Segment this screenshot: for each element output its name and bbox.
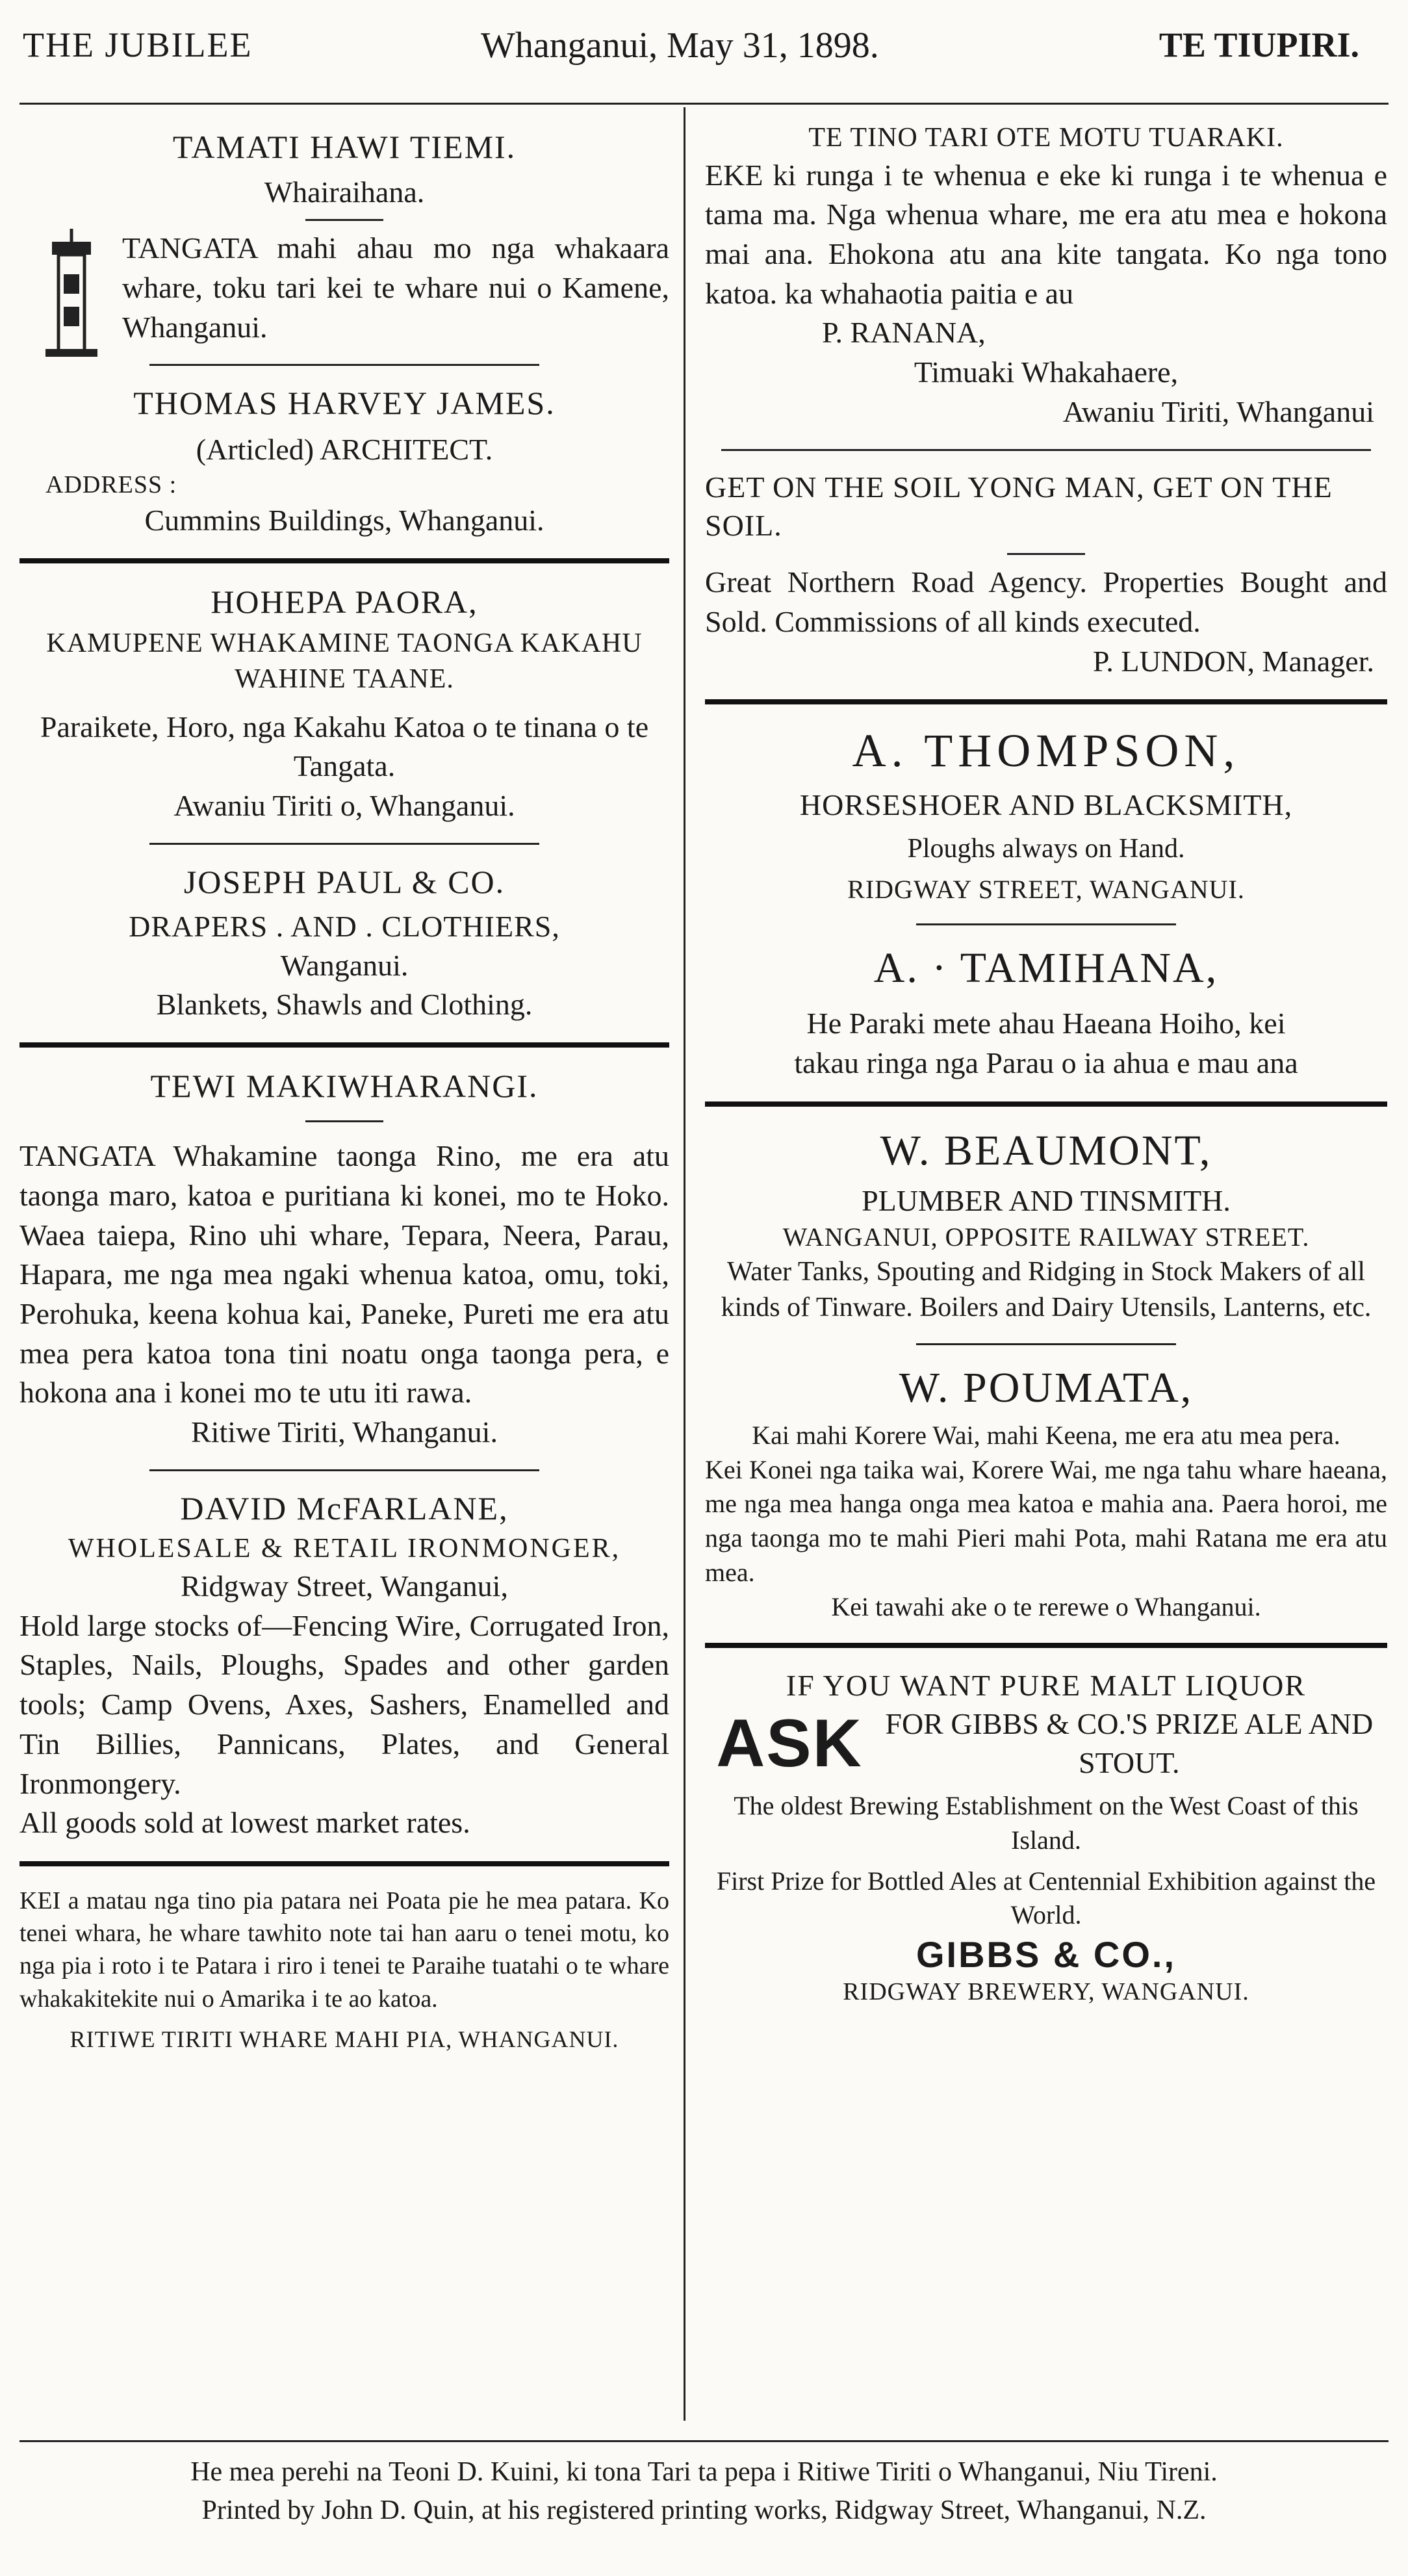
ad-line: WHOLESALE & RETAIL IRONMONGER, xyxy=(68,1534,621,1564)
ad-address-label: ADDRESS : xyxy=(45,470,177,498)
top-rule xyxy=(19,103,1389,105)
ad-line: Blankets, Shawls and Clothing. xyxy=(156,987,533,1021)
ad-address: RIDGWAY BREWERY, WANGANUI. xyxy=(843,1978,1249,2006)
left-column xyxy=(19,107,669,2054)
separator xyxy=(149,843,539,845)
ad-signature: Awaniu Tiriti, Whanganui xyxy=(1062,394,1374,428)
ad-great-northern xyxy=(705,468,1387,682)
ad-line: Ridgway Street, Wanganui, xyxy=(181,1569,508,1603)
separator xyxy=(721,449,1371,451)
ad-title: W. BEAUMONT, xyxy=(880,1126,1212,1174)
ad-address: WANGANUI, OPPOSITE RAILWAY STREET. xyxy=(782,1222,1310,1252)
ad-line: FOR GIBBS & CO.'S PRIZE ALE AND STOUT. xyxy=(885,1707,1374,1780)
ad-line: First Prize for Bottled Ales at Centennial Exhibition against the World. xyxy=(716,1866,1376,1930)
ad-line: WAHINE TAANE. xyxy=(235,664,454,695)
ad-w-beaumont xyxy=(705,1125,1387,1326)
dash-rule xyxy=(305,1120,383,1122)
ad-body: KEI a matau nga tino pia patara nei Poata pie he mea patara. Ko tenei whara, he whare tawhito note tai han aaru o tenei motu, ko nga pia i roto i te Patara i riro i tenei te Paraihe tuatahi o te whare whakakitekite nui o Amarika i te ao katoa. xyxy=(19,1887,669,2013)
ad-title: W. POUMATA, xyxy=(899,1363,1194,1411)
ad-title: TEWI MAKIWHARANGI. xyxy=(150,1067,539,1104)
ad-tewi-makiwharangi xyxy=(19,1066,669,1452)
footer-line-maori: He mea perehi na Teoni D. Kuini, ki tona Tari ta pepa i Ritiwe Tiriti o Whanganui, Niu Tireni. xyxy=(190,2457,1218,2487)
ad-line: The oldest Brewing Establishment on the West Coast of this Island. xyxy=(734,1791,1359,1855)
ask-wordmark: ASK xyxy=(716,1705,863,1781)
ad-line: Paraikete, Horo, nga Kakahu Katoa o te tinana o te Tangata. xyxy=(40,710,649,783)
ad-signature: Timuaki Whakahaere, xyxy=(914,355,1179,389)
ad-line: KAMUPENE WHAKAMINE TAONGA KAKAHU xyxy=(46,628,643,659)
ad-address: Cummins Buildings, Whanganui. xyxy=(144,504,544,537)
ad-body: TANGATA Whakamine taonga Rino, me era atu taonga maro, katoa e puritiana ki konei, mo te Hoko. Waea taiepa, Rino uhi whare, Tepara, Neera, Parau, Hapara, me nga mea ngaki whenua katoa, omu, toki, Perohuka, keena kohua kai, Paneke, Pureti me era atu mea pera katoa tona tini noatu onga taonga pera, e hokona ana i konei mo te utu iti rawa. xyxy=(19,1139,669,1410)
right-column xyxy=(705,107,1387,2009)
separator xyxy=(916,923,1176,925)
ad-title: GIBBS & CO., xyxy=(915,1934,1177,1976)
separator xyxy=(149,364,539,366)
ad-line: Wanganui. xyxy=(280,949,409,983)
ad-w-poumata xyxy=(705,1362,1387,1625)
masthead-left: THE JUBILEE xyxy=(23,25,253,64)
dash-rule xyxy=(305,219,383,221)
ad-body: He Paraki mete ahau Haeana Hoiho, kei takau ringa nga Parau o ia ahua e mau ana xyxy=(794,1007,1298,1080)
column-divider xyxy=(684,107,685,2421)
ad-joseph-paul xyxy=(19,862,669,1024)
dash-rule xyxy=(1007,553,1085,555)
separator xyxy=(149,1469,539,1471)
ad-line: Ploughs always on Hand. xyxy=(907,833,1185,864)
separator-thick xyxy=(19,1042,669,1048)
separator-thick xyxy=(705,699,1387,704)
ad-title: A. · TAMIHANA, xyxy=(873,944,1219,992)
footer-rule xyxy=(19,2440,1389,2442)
ad-trade: PLUMBER AND TINSMITH. xyxy=(862,1183,1231,1217)
footer-line-english: Printed by John D. Quin, at his registered printing works, Ridgway Street, Whanganui, N.Z. xyxy=(201,2495,1207,2525)
ad-title: JOSEPH PAUL & CO. xyxy=(183,863,506,900)
ad-hohepa-paora xyxy=(19,582,669,826)
ad-brewery-maori xyxy=(19,1885,669,2054)
ad-tamati-hawi-tiemi xyxy=(19,107,669,347)
ad-body-wrap xyxy=(19,229,669,347)
ad-footer: RITIWE TIRITI WHARE MAHI PIA, WHANGANUI. xyxy=(70,2026,619,2052)
ad-david-mcfarlane xyxy=(19,1488,669,1843)
ad-trade: Whairaihana. xyxy=(264,175,425,209)
ad-body: Water Tanks, Spouting and Ridging in Stock Makers of all kinds of Tinware. Boilers and Dairy Utensils, Lanterns, etc. xyxy=(721,1256,1372,1323)
ad-trade: HORSESHOER AND BLACKSMITH, xyxy=(799,788,1293,821)
ask-row xyxy=(705,1705,1387,1783)
separator-thick xyxy=(19,1861,669,1866)
ad-body: TANGATA mahi ahau mo nga whakaara whare, toku tari kei te whare nui o Kamene, Whanganui. xyxy=(122,231,669,344)
ad-line: Kai mahi Korere Wai, mahi Keena, me era atu mea pera. xyxy=(752,1420,1340,1450)
ad-trade: (Articled) ARCHITECT. xyxy=(196,432,493,466)
ad-thomas-harvey-james xyxy=(19,383,669,539)
ad-line: Kei tawahi ake o te rerewe o Whanganui. xyxy=(831,1591,1261,1621)
ad-address: Awaniu Tiriti o, Whanganui. xyxy=(173,789,515,823)
ad-gibbs-co xyxy=(705,1666,1387,2009)
ad-body: Kei Konei nga taika wai, Korere Wai, me nga tahu whare haeana, me nga mea hanga onga mea katoa e mahia ana. Paera horoi, me nga taonga mo te mahi Pieri mahi Pota, mahi Ratana me era atu mea. xyxy=(705,1454,1387,1588)
ad-signature: P. RANANA, xyxy=(822,316,986,350)
separator-thick xyxy=(19,558,669,563)
separator-thick xyxy=(705,1643,1387,1648)
ad-line: DRAPERS . AND . CLOTHIERS, xyxy=(129,910,560,944)
ad-a-tamihana xyxy=(705,942,1387,1083)
masthead-right: TE TIUPIRI. xyxy=(1158,25,1359,64)
ad-title: HOHEPA PAORA, xyxy=(211,583,478,620)
ad-title: A. THOMPSON, xyxy=(852,725,1240,777)
ad-a-thompson xyxy=(705,723,1387,907)
ad-signature: P. LUNDON, Manager. xyxy=(1092,644,1374,678)
separator-thick xyxy=(705,1101,1387,1107)
ad-title: TE TINO TARI OTE MOTU TUARAKI. xyxy=(808,123,1284,153)
masthead-dateline: Whanganui, May 31, 1898. xyxy=(481,25,879,66)
ad-body: EKE ki runga i te whenua e eke ki runga i te whenua e tama ma. Nga whenua whare, me era atu mea e hokona mai ana. Ehokona atu ana kite tangata. Ko nga tono katoa. ka whahaotia paitia e au xyxy=(705,158,1387,310)
ad-headline: GET ON THE SOIL YONG MAN, GET ON THE SOIL. xyxy=(705,470,1333,543)
ad-line: All goods sold at lowest market rates. xyxy=(19,1806,470,1840)
ad-headline: IF YOU WANT PURE MALT LIQUOR xyxy=(786,1668,1307,1702)
ad-title: THOMAS HARVEY JAMES. xyxy=(133,385,556,422)
ad-address: RIDGWAY STREET, WANGANUI. xyxy=(847,875,1245,905)
masthead xyxy=(0,0,1408,97)
ad-body: Hold large stocks of—Fencing Wire, Corrugated Iron, Staples, Nails, Ploughs, Spades and other garden tools; Camp Ovens, Axes, Sashers, Enamelled and Tin Billies, Pannicans, Plates, and General Ironmongery. xyxy=(19,1608,669,1800)
house-emblem-icon xyxy=(32,229,110,359)
ad-title: TAMATI HAWI TIEMI. xyxy=(172,129,517,165)
ad-title: DAVID McFARLANE, xyxy=(180,1489,509,1526)
separator xyxy=(916,1343,1176,1345)
footer xyxy=(0,2453,1408,2530)
ad-address: Ritiwe Tiriti, Whanganui. xyxy=(191,1415,498,1449)
ad-te-tino-tari xyxy=(705,107,1387,432)
ad-body: Great Northern Road Agency. Properties Bought and Sold. Commissions of all kinds executed. xyxy=(705,565,1387,638)
